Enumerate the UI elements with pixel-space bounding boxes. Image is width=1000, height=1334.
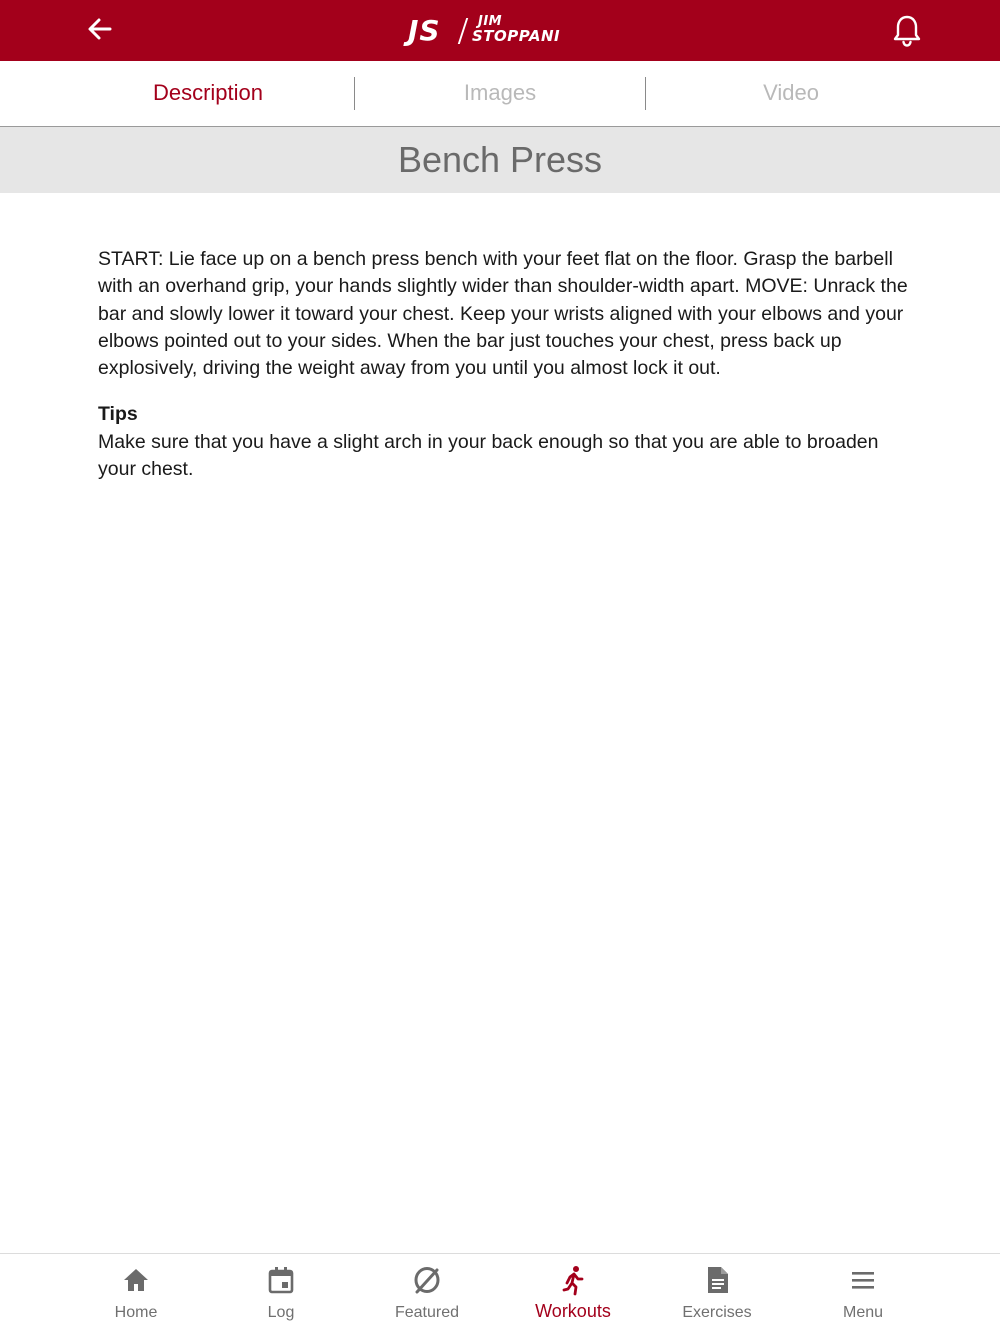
nav-workouts[interactable] bbox=[513, 1254, 633, 1334]
arrow-left-icon bbox=[82, 12, 118, 48]
nav-log-label: Log bbox=[267, 1304, 295, 1321]
bell-icon bbox=[888, 12, 926, 50]
notifications-button[interactable] bbox=[888, 12, 926, 50]
exercise-title: Bench Press bbox=[397, 139, 603, 180]
nav-menu-label: Menu bbox=[842, 1304, 884, 1321]
nav-exercises-label: Exercises bbox=[682, 1304, 752, 1321]
nav-exercises[interactable] bbox=[657, 1254, 777, 1334]
tips-heading: Tips bbox=[98, 403, 138, 426]
document-icon bbox=[701, 1264, 733, 1296]
tips-text: Make sure that you have a slight arch in your back enough so that you are able to broaden your chest. bbox=[98, 430, 879, 481]
running-person-icon bbox=[557, 1264, 589, 1296]
exercise-description: START: Lie face up on a bench press bench with your feet flat on the floor. Grasp the barbell with an overhand grip, your hands slightly wider than shoulder-width apart. MOVE: Unrack the bar and slowly lower it toward your chest. Keep your wrists aligned with your elbows and your elbows pointed out to your sides. When the bar just touches your chest, press back up explosively, driving the weight away from you until you almost lock it out. bbox=[98, 248, 908, 380]
tab-images[interactable]: Images bbox=[463, 80, 537, 105]
featured-icon bbox=[411, 1264, 443, 1296]
home-icon bbox=[120, 1264, 152, 1296]
jim-stoppani-logo: JS JIM STOPPANI bbox=[408, 14, 561, 47]
tab-description[interactable]: Description bbox=[152, 80, 264, 105]
calendar-icon bbox=[265, 1264, 297, 1296]
back-button[interactable] bbox=[82, 12, 118, 48]
nav-workouts-label: Workouts bbox=[535, 1301, 611, 1321]
nav-home[interactable] bbox=[76, 1254, 196, 1334]
nav-featured-label: Featured bbox=[394, 1304, 460, 1321]
nav-featured[interactable] bbox=[367, 1254, 487, 1334]
tab-video[interactable]: Video bbox=[763, 80, 819, 105]
exercise-description-section bbox=[98, 246, 908, 483]
hamburger-menu-icon bbox=[847, 1264, 879, 1296]
bottom-navigation bbox=[0, 1253, 1000, 1334]
title-bar bbox=[0, 127, 1000, 193]
nav-menu[interactable] bbox=[803, 1254, 923, 1334]
nav-home-label: Home bbox=[114, 1304, 158, 1321]
app-header bbox=[0, 0, 1000, 61]
detail-tabs bbox=[0, 61, 1000, 127]
nav-log[interactable] bbox=[221, 1254, 341, 1334]
